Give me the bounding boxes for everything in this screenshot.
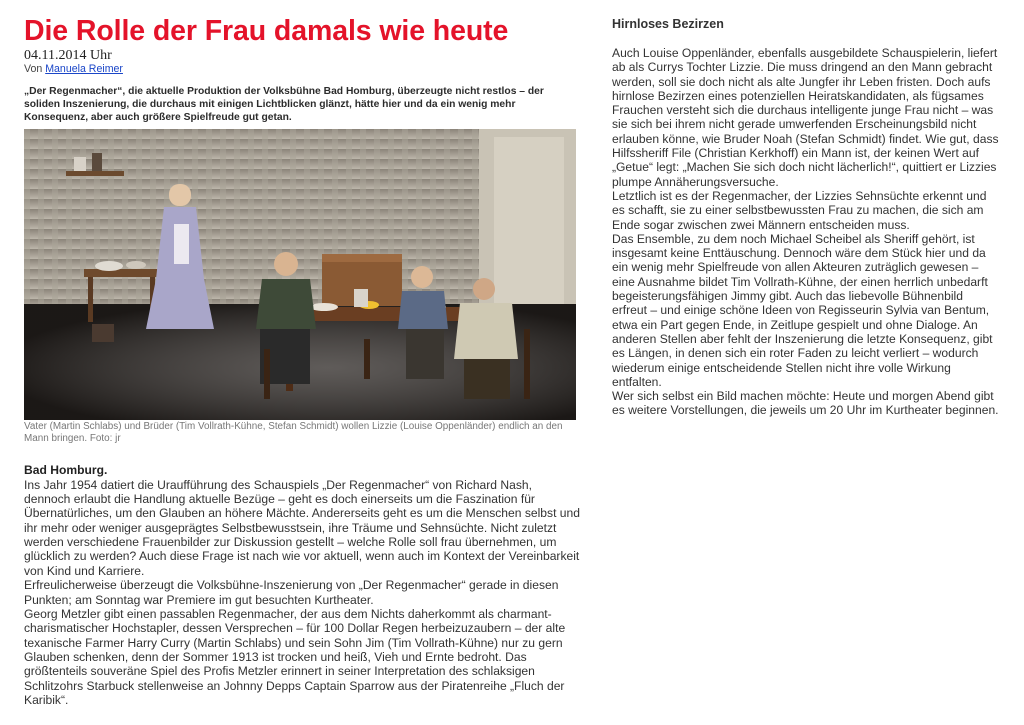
- article-title: Die Rolle der Frau damals wie heute: [24, 15, 509, 47]
- paragraph: Das Ensemble, zu dem noch Michael Scheibel als Sheriff gehört, ist insgesamt keine Enttäuschung. Dennoch wäre dem Stück hier und da ein wenig mehr Spielfreude von allen Akteuren zuträglich gewesen – eine Ausnahme bildet Tim Vollrath-Kühne, der einen herrlich unbedarft begeisterungsfähigen Jimmy gibt. Auch das liebevolle Bühnenbild erfreut – und einige schöne Ideen von Regisseurin Sylvia van Bentum, etwa ein Part gegen Ende, in Zeitlupe gespielt und ohne Dialoge. An anderen Stellen aber fehlt der Inszenierung die letzte Konsequenz, gibt es Längen, in denen sich ein roter Faden zu leicht verliert – wodurch wiederum einige entscheidende Stellen nicht ihre volle Wirkung entfalten.: [612, 231, 993, 389]
- right-body: [612, 46, 1000, 418]
- right-column: [612, 16, 1000, 418]
- article-photo: [24, 129, 576, 420]
- paragraph: Auch Louise Oppenländer, ebenfalls ausgebildete Schauspielerin, liefert ab als Currys Tochter Lizzie. Die muss dringend an den Mann gebracht werden, soll sie doch nicht als alte Jungfer ihr Leben fristen. Doch aufs hirnlose Bezirzen eines potenziellen Heiratskandidaten, als fügsames Frauchen versteht sich die durchaus intelligente junge Frau nicht – was sie sich bei ihrem nicht gerade umwerfenden Erscheinungsbild nicht erlauben könne, wie Bruder Noah (Stefan Schmidt) findet. Wie gut, dass Hilfssheriff File (Christian Kerkhoff) ein Mann ist, der keinen Wert auf „Getue“ legt: „Machen Sie sich doch nicht lächerlich!“, quittiert er Lizzies plumpe Annäherungsversuche.: [612, 46, 999, 189]
- left-body: [24, 463, 580, 707]
- byline: [24, 63, 580, 76]
- stage-scene-illustration: [24, 129, 576, 420]
- subheading: Hirnloses Bezirzen: [612, 17, 724, 31]
- article-date: 04.11.2014 Uhr: [24, 48, 112, 63]
- left-column: [24, 14, 580, 707]
- byline-prefix: Von: [24, 63, 43, 75]
- dateline-city: Bad Homburg.: [24, 463, 108, 478]
- author-link[interactable]: Manuela Reimer: [45, 63, 123, 75]
- paragraph: Erfreulicherweise überzeugt die Volksbühne-Inszenierung von „Der Regenmacher“ gerade in diesen Punkten; am Sonntag war Premiere im gut besuchten Kurtheater.: [24, 578, 559, 607]
- paragraph: Ins Jahr 1954 datiert die Uraufführung des Schauspiels „Der Regenmacher“ von Richard Nash, dennoch erlaubt die Handlung aktuelle Bezüge – geht es doch einerseits um die Faszination für Übernatürliches, um den Glauben an höhere Mächte. Andererseits geht es um die Menschen selbst und ihr mehr oder weniger ausgeprägtes Selbstbewusstsein, ihre Träume und Sehnsüchte. Nicht zuletzt werden verschiedene Frauenbilder zur Diskussion gestellt – welche Rolle soll frau übernehmen, um glücklich zu werden? Auch diese Frage ist nach wie vor aktuell, wenn auch im Kontext der Vereinbarkeit von Kind und Karriere.: [24, 477, 580, 578]
- photo-caption: Vater (Martin Schlabs) und Brüder (Tim Vollrath-Kühne, Stefan Schmidt) wollen Lizzie (Louise Oppenländer) endlich an den Mann bringen. Foto: jr: [24, 420, 563, 445]
- paragraph: Georg Metzler gibt einen passablen Regenmacher, der aus dem Nichts daherkommt als charmant-charismatischer Hochstapler, dessen Versprechen – für 100 Dollar Regen herbeizuzaubern – der alte texanische Farmer Harry Curry (Martin Schlabs) und sein Sohn Jim (Tim Vollrath-Kühne) nur zu gern Glauben schenken, denn der Sommer 1913 ist trocken und heiß, Vieh und Ernte bedroht. Das größtenteils souveräne Spiel des Profis Metzler erinnert in seiner Interpretation des schlaksigen Schlitzohrs Starbuck stellenweise an Johnny Depps Captain Sparrow aus der Piratenreihe „Fluch der Karibik“.: [24, 606, 566, 707]
- paragraph: Wer sich selbst ein Bild machen möchte: Heute und morgen Abend gibt es weitere Vorstellungen, die jeweils um 20 Uhr im Kurtheater beginnen.: [612, 389, 999, 418]
- paragraph: Letztlich ist es der Regenmacher, der Lizzies Sehnsüchte erkennt und es schafft, sie zu einer selbstbewussten Frau zu machen, die sich am Ende sogar zwischen zwei Männern entscheiden muss.: [612, 188, 987, 232]
- article-lead: „Der Regenmacher“, die aktuelle Produktion der Volksbühne Bad Homburg, überzeugte nicht restlos – der soliden Inszenierung, die durchaus mit einigen Lichtblicken glänzt, hätte hier und da ein wenig mehr Konsequenz, aber auch größere Spielfreude gut getan.: [24, 86, 544, 124]
